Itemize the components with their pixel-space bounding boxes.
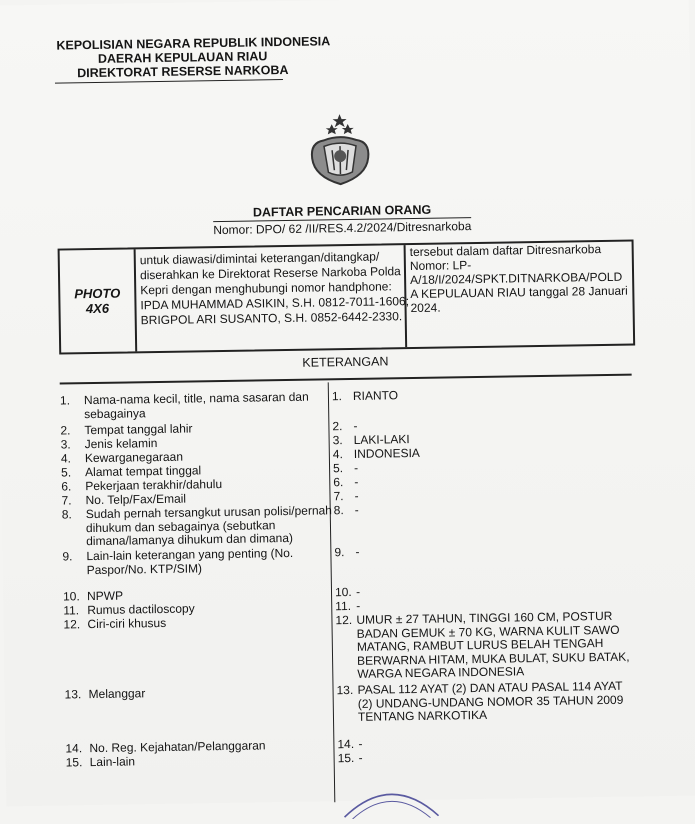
row-label-line: Rumus dactiloscopy bbox=[87, 600, 327, 617]
contact-line: untuk diawasi/dimintai keterangan/ditangkap/ bbox=[140, 249, 398, 268]
row-value-line: - bbox=[359, 748, 635, 766]
header-line-3: DIREKTORAT RESERSE NARKOBA bbox=[57, 63, 309, 81]
row-value bbox=[356, 610, 633, 682]
row-label-line: Pekerjaan terakhir/dahulu bbox=[85, 476, 325, 493]
table-row bbox=[60, 386, 632, 395]
document-title-block bbox=[197, 202, 487, 238]
row-value-line: BERWARNA HITAM, MUKA BULAT, SUKU BATAK, bbox=[357, 650, 633, 668]
table-row bbox=[65, 734, 637, 743]
row-label-line: NPWP bbox=[87, 586, 327, 603]
row-value-line: - bbox=[356, 596, 632, 614]
photo-label: PHOTO bbox=[60, 285, 134, 301]
info-box bbox=[58, 240, 636, 355]
reference-line: 2024. bbox=[410, 298, 632, 315]
row-value-line: - bbox=[358, 734, 634, 752]
row-number: 14. bbox=[65, 742, 87, 756]
reference-line: Nomor: LP- bbox=[410, 256, 632, 273]
row-number: 1. bbox=[60, 394, 82, 408]
row-label-line: Paspor/No. KTP/SIM) bbox=[87, 560, 327, 577]
value-number: 10. bbox=[335, 586, 359, 600]
row-value-line: (2) UNDANG-UNDANG NOMOR 35 TAHUN 2009 bbox=[358, 693, 634, 711]
row-label-line: No. Telp/Fax/Email bbox=[85, 490, 325, 507]
document-title: DAFTAR PENCARIAN ORANG bbox=[197, 202, 487, 221]
contact-instructions bbox=[140, 249, 399, 328]
value-number: 15. bbox=[338, 752, 362, 766]
row-label-line: Tempat tanggal lahir bbox=[84, 420, 324, 437]
row-value-line: MATANG, RAMBUT LURUS BELAH TENGAH bbox=[357, 637, 633, 655]
report-reference bbox=[410, 242, 633, 315]
letterhead bbox=[56, 35, 309, 81]
contact-line: BRIGPOL ARI SUSANTO, S.H. 0852-6442-2330. bbox=[141, 309, 399, 328]
value-number: 13. bbox=[336, 684, 360, 698]
header-line-2: DAERAH KEPULAUAN RIAU bbox=[57, 49, 309, 67]
value-number: 7. bbox=[333, 490, 357, 504]
contact-line: diserahkan ke Direktorat Reserse Narkoba Polda bbox=[140, 264, 398, 283]
row-label bbox=[87, 614, 327, 631]
row-label bbox=[86, 546, 326, 577]
row-number: 9. bbox=[62, 550, 84, 564]
police-emblem-icon bbox=[301, 112, 378, 193]
value-number: 8. bbox=[334, 504, 358, 518]
contact-line: Kepri dengan menghubungi nomor handphone: bbox=[140, 279, 398, 298]
row-label-line: Ciri-ciri khusus bbox=[87, 614, 327, 631]
value-number: 9. bbox=[334, 546, 358, 560]
value-number: 12. bbox=[335, 614, 359, 628]
document-number: Nomor: DPO/ 62 /II/RES.4.2/2024/Ditresnarkoba bbox=[213, 217, 471, 237]
row-number: 7. bbox=[61, 494, 83, 508]
row-value bbox=[357, 680, 634, 725]
section-heading: KETERANGAN bbox=[59, 351, 631, 374]
row-label-line: Lain-lain keterangan yang penting (No. bbox=[86, 546, 326, 563]
row-value-line: UMUR ± 27 TAHUN, TINGGI 160 CM, POSTUR bbox=[356, 610, 632, 628]
value-number: 5. bbox=[333, 462, 357, 476]
row-number: 13. bbox=[64, 688, 86, 702]
contact-line: IPDA MUHAMMAD ASIKIN, S.H. 0812-7011-1606; bbox=[140, 294, 398, 313]
details-table bbox=[60, 378, 639, 807]
value-number: 2. bbox=[332, 420, 356, 434]
value-number: 4. bbox=[333, 448, 357, 462]
value-number: 11. bbox=[335, 600, 359, 614]
table-row bbox=[64, 680, 636, 689]
row-value-line: - bbox=[354, 486, 630, 504]
row-number: 15. bbox=[66, 756, 88, 770]
row-value-line: - bbox=[355, 542, 631, 560]
row-label-line: Kewarganegaraan bbox=[85, 448, 325, 465]
row-number: 8. bbox=[62, 508, 84, 522]
reference-line: tersebut dalam daftar Ditresnarkoba bbox=[410, 242, 632, 259]
value-number: 1. bbox=[332, 390, 356, 404]
row-label-line: Jenis kelamin bbox=[85, 434, 325, 451]
photo-placeholder bbox=[60, 249, 138, 352]
row-number: 11. bbox=[63, 604, 85, 618]
row-value-line: - bbox=[353, 416, 629, 434]
value-number: 6. bbox=[333, 476, 357, 490]
official-stamp bbox=[336, 778, 447, 820]
row-label-line: Lain-lain bbox=[90, 752, 330, 769]
row-number: 6. bbox=[61, 480, 83, 494]
table-row bbox=[63, 582, 635, 591]
row-number: 2. bbox=[60, 424, 82, 438]
row-label-line: Melanggar bbox=[88, 684, 328, 701]
photo-size: 4X6 bbox=[60, 300, 134, 316]
row-value-line: INDONESIA bbox=[354, 444, 630, 462]
row-value-line: TENTANG NARKOTIKA bbox=[358, 707, 634, 725]
row-number: 3. bbox=[61, 438, 83, 452]
row-label-line: No. Reg. Kejahatan/Pelanggaran bbox=[89, 738, 329, 755]
reference-line: A KEPULAUAN RIAU tanggal 28 Januari bbox=[410, 284, 632, 301]
row-number: 4. bbox=[61, 452, 83, 466]
value-number: 3. bbox=[333, 434, 357, 448]
row-value bbox=[355, 542, 631, 560]
row-label-line: dihukum dan sebagainya (sebutkan bbox=[86, 518, 326, 535]
row-value-line: - bbox=[356, 582, 632, 600]
row-value-line: LAKI-LAKI bbox=[354, 430, 630, 448]
row-value-line: WARGA NEGARA INDONESIA bbox=[357, 664, 633, 682]
reference-line: A/18/I/2024/SPKT.DITNARKOBA/POLD bbox=[410, 270, 632, 287]
row-value-line: BADAN GEMUK ± 70 KG, WARNA KULIT SAWO bbox=[357, 623, 633, 641]
row-label bbox=[84, 390, 324, 421]
row-label-line: dimana/lamanya dihukum dan dimana) bbox=[86, 531, 326, 548]
row-label-line: Sudah pernah tersangkut urusan polisi/pernah bbox=[86, 504, 326, 521]
row-number: 12. bbox=[63, 618, 85, 632]
row-number: 10. bbox=[63, 590, 85, 604]
row-value-line: PASAL 112 AYAT (2) DAN ATAU PASAL 114 AYAT bbox=[357, 680, 633, 698]
row-label bbox=[86, 504, 327, 548]
row-number: 5. bbox=[61, 466, 83, 480]
row-value-line: - bbox=[354, 472, 630, 490]
row-label bbox=[90, 752, 330, 769]
row-label-line: sebagainya bbox=[84, 404, 324, 421]
header-line-1: KEPOLISIAN NEGARA REPUBLIK INDONESIA bbox=[56, 35, 308, 53]
row-label bbox=[88, 684, 328, 701]
row-value-line: RIANTO bbox=[353, 386, 629, 404]
row-value-line: - bbox=[354, 458, 630, 476]
value-number: 14. bbox=[337, 738, 361, 752]
row-value bbox=[353, 386, 629, 404]
row-label-line: Nama-nama kecil, title, nama sasaran dan bbox=[84, 390, 324, 407]
row-label-line: Alamat tempat tinggal bbox=[85, 462, 325, 479]
row-value-line: - bbox=[355, 500, 631, 518]
